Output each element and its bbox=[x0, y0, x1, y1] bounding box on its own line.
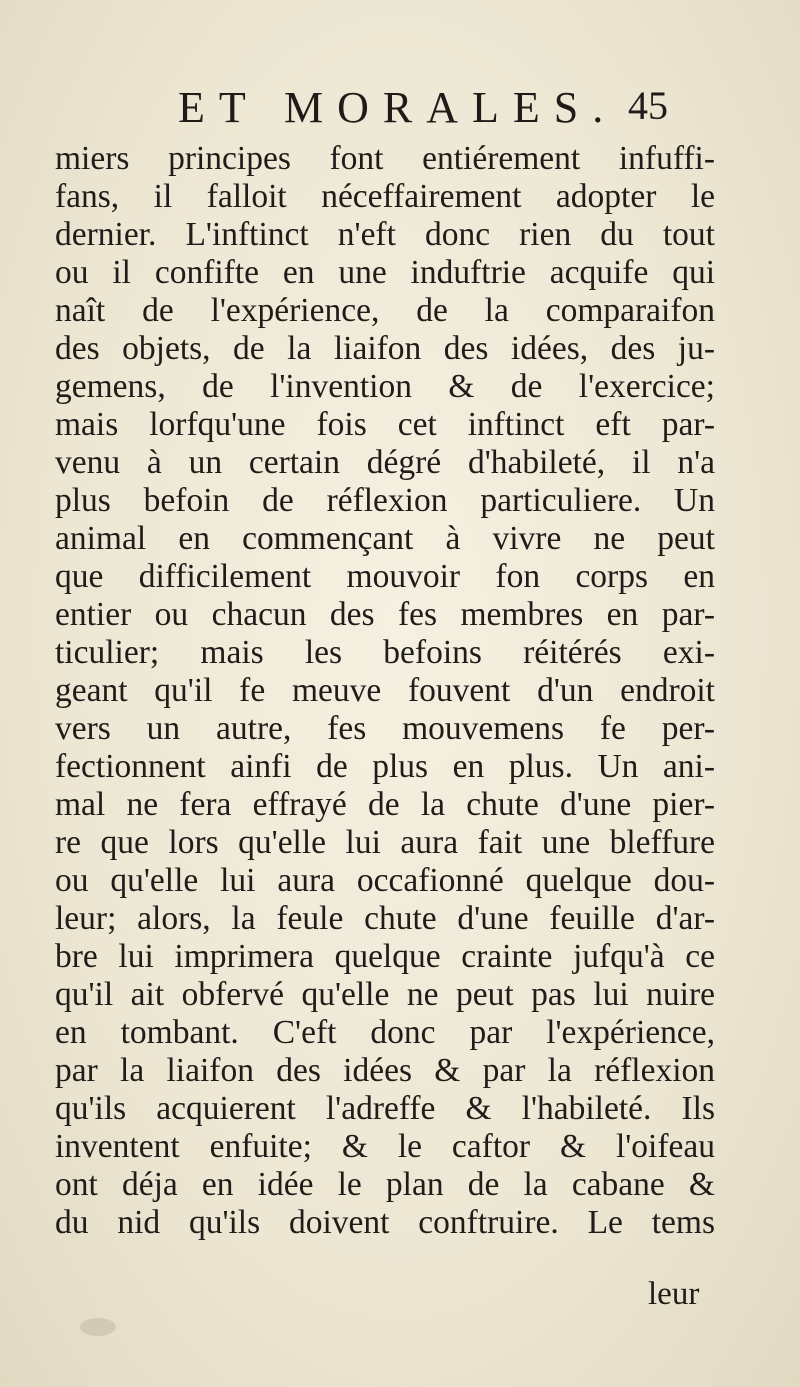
ink-smudge bbox=[80, 1318, 116, 1336]
text-line: inventent enfuite; & le caftor & l'oifeau bbox=[55, 1128, 715, 1165]
text-line: naît de l'expérience, de la comparaifon bbox=[55, 292, 715, 329]
text-line: que difficilement mouvoir fon corps en bbox=[55, 558, 715, 595]
text-line: mal ne fera effrayé de la chute d'une pier- bbox=[55, 786, 715, 823]
body-text bbox=[55, 140, 715, 1242]
page-number: 45 bbox=[628, 83, 668, 128]
text-line: dernier. L'inftinct n'eft donc rien du tout bbox=[55, 216, 715, 253]
text-line: animal en commençant à vivre ne peut bbox=[55, 520, 715, 557]
text-line: mais lorfqu'une fois cet inftinct eft par- bbox=[55, 406, 715, 443]
text-line: ou qu'elle lui aura occafionné quelque dou- bbox=[55, 862, 715, 899]
running-head: ET MORALES. bbox=[178, 83, 618, 132]
text-line: ont déja en idée le plan de la cabane & bbox=[55, 1166, 715, 1203]
text-line: venu à un certain dégré d'habileté, il n'a bbox=[55, 444, 715, 481]
text-line: des objets, de la liaifon des idées, des ju- bbox=[55, 330, 715, 367]
text-line: par la liaifon des idées & par la réflexion bbox=[55, 1052, 715, 1089]
text-line: en tombant. C'eft donc par l'expérience, bbox=[55, 1014, 715, 1051]
text-line: gemens, de l'invention & de l'exercice; bbox=[55, 368, 715, 405]
text-line: plus befoin de réflexion particuliere. Un bbox=[55, 482, 715, 519]
text-line: vers un autre, fes mouvemens fe per- bbox=[55, 710, 715, 747]
text-line: entier ou chacun des fes membres en par- bbox=[55, 596, 715, 633]
text-line: qu'ils acquierent l'adreffe & l'habileté. Ils bbox=[55, 1090, 715, 1127]
text-line: du nid qu'ils doivent conftruire. Le tems bbox=[55, 1204, 715, 1241]
text-line: miers principes font entiérement infuffi- bbox=[55, 140, 715, 177]
text-line: fectionnent ainfi de plus en plus. Un ani- bbox=[55, 748, 715, 785]
text-line: fans, il falloit néceffairement adopter le bbox=[55, 178, 715, 215]
text-line: ticulier; mais les befoins réitérés exi- bbox=[55, 634, 715, 671]
text-line: re que lors qu'elle lui aura fait une bleffure bbox=[55, 824, 715, 861]
text-line: ou il confifte en une induftrie acquife qui bbox=[55, 254, 715, 291]
text-line: qu'il ait obfervé qu'elle ne peut pas lui nuire bbox=[55, 976, 715, 1013]
text-line: bre lui imprimera quelque crainte jufqu'à ce bbox=[55, 938, 715, 975]
catchword: leur bbox=[648, 1276, 700, 1312]
text-line: leur; alors, la feule chute d'une feuille d'ar- bbox=[55, 900, 715, 937]
text-line: geant qu'il fe meuve fouvent d'un endroit bbox=[55, 672, 715, 709]
page-header bbox=[0, 72, 800, 142]
